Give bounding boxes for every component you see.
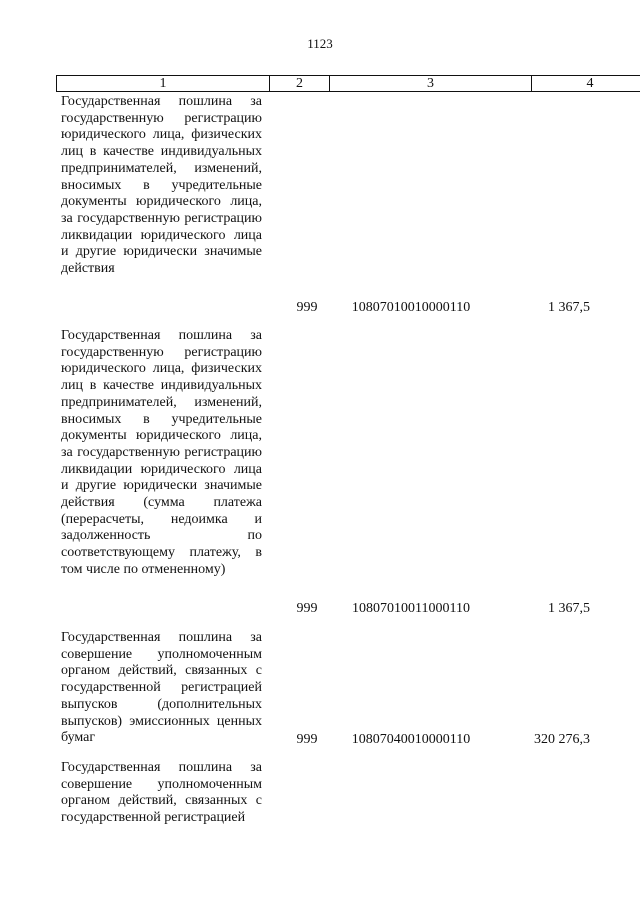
table-row bbox=[0, 630, 640, 755]
table-row bbox=[0, 328, 640, 623]
row-amount: 1 367,5 bbox=[548, 601, 590, 616]
table-header-row bbox=[56, 75, 640, 92]
row-code: 999 bbox=[296, 601, 318, 616]
header-cell-col4: 4 bbox=[586, 76, 594, 91]
row-kbk: 10807010010000110 bbox=[351, 300, 471, 315]
table-row bbox=[0, 760, 640, 840]
row-code: 999 bbox=[296, 300, 318, 315]
header-cell-col2: 2 bbox=[270, 76, 330, 91]
row-code: 999 bbox=[296, 732, 318, 747]
header-cell-col1: 1 bbox=[57, 76, 270, 91]
row-description: Государственная пошлина за совершение уполномоченным органом действий, связанных с государственной регистрацией выпусков (дополнительных выпусков) эмиссионных ценных бумаг bbox=[61, 630, 262, 746]
row-amount: 1 367,5 bbox=[548, 300, 590, 315]
page-number: 1123 bbox=[307, 36, 333, 51]
row-description: Государственная пошлина за государственную регистрацию юридического лица, физических лиц в качестве индивидуальных предпринимателей, изменений, вносимых в учредительные документы юридического лица, за государственную регистрацию ликвидации юридического лица и другие юридически значимые действия (сумма платежа (перерасчеты, недоимка и задолженность по соответствующему платежу, в том числе по отмененному) bbox=[61, 328, 262, 577]
row-description: Государственная пошлина за совершение уполномоченным органом действий, связанных с государственной регистрацией bbox=[61, 760, 262, 826]
row-kbk: 10807040010000110 bbox=[351, 732, 471, 747]
row-description: Государственная пошлина за государственную регистрацию юридического лица, физических лиц в качестве индивидуальных предпринимателей, изменений, вносимых в учредительные документы юридического лица, за государственную регистрацию ликвидации юридического лица и другие юридически значимые действия bbox=[61, 94, 262, 277]
row-amount: 320 276,3 bbox=[534, 732, 590, 747]
header-cell-col3: 3 bbox=[330, 76, 532, 91]
table-row bbox=[0, 94, 640, 324]
row-kbk: 10807010011000110 bbox=[352, 601, 470, 616]
